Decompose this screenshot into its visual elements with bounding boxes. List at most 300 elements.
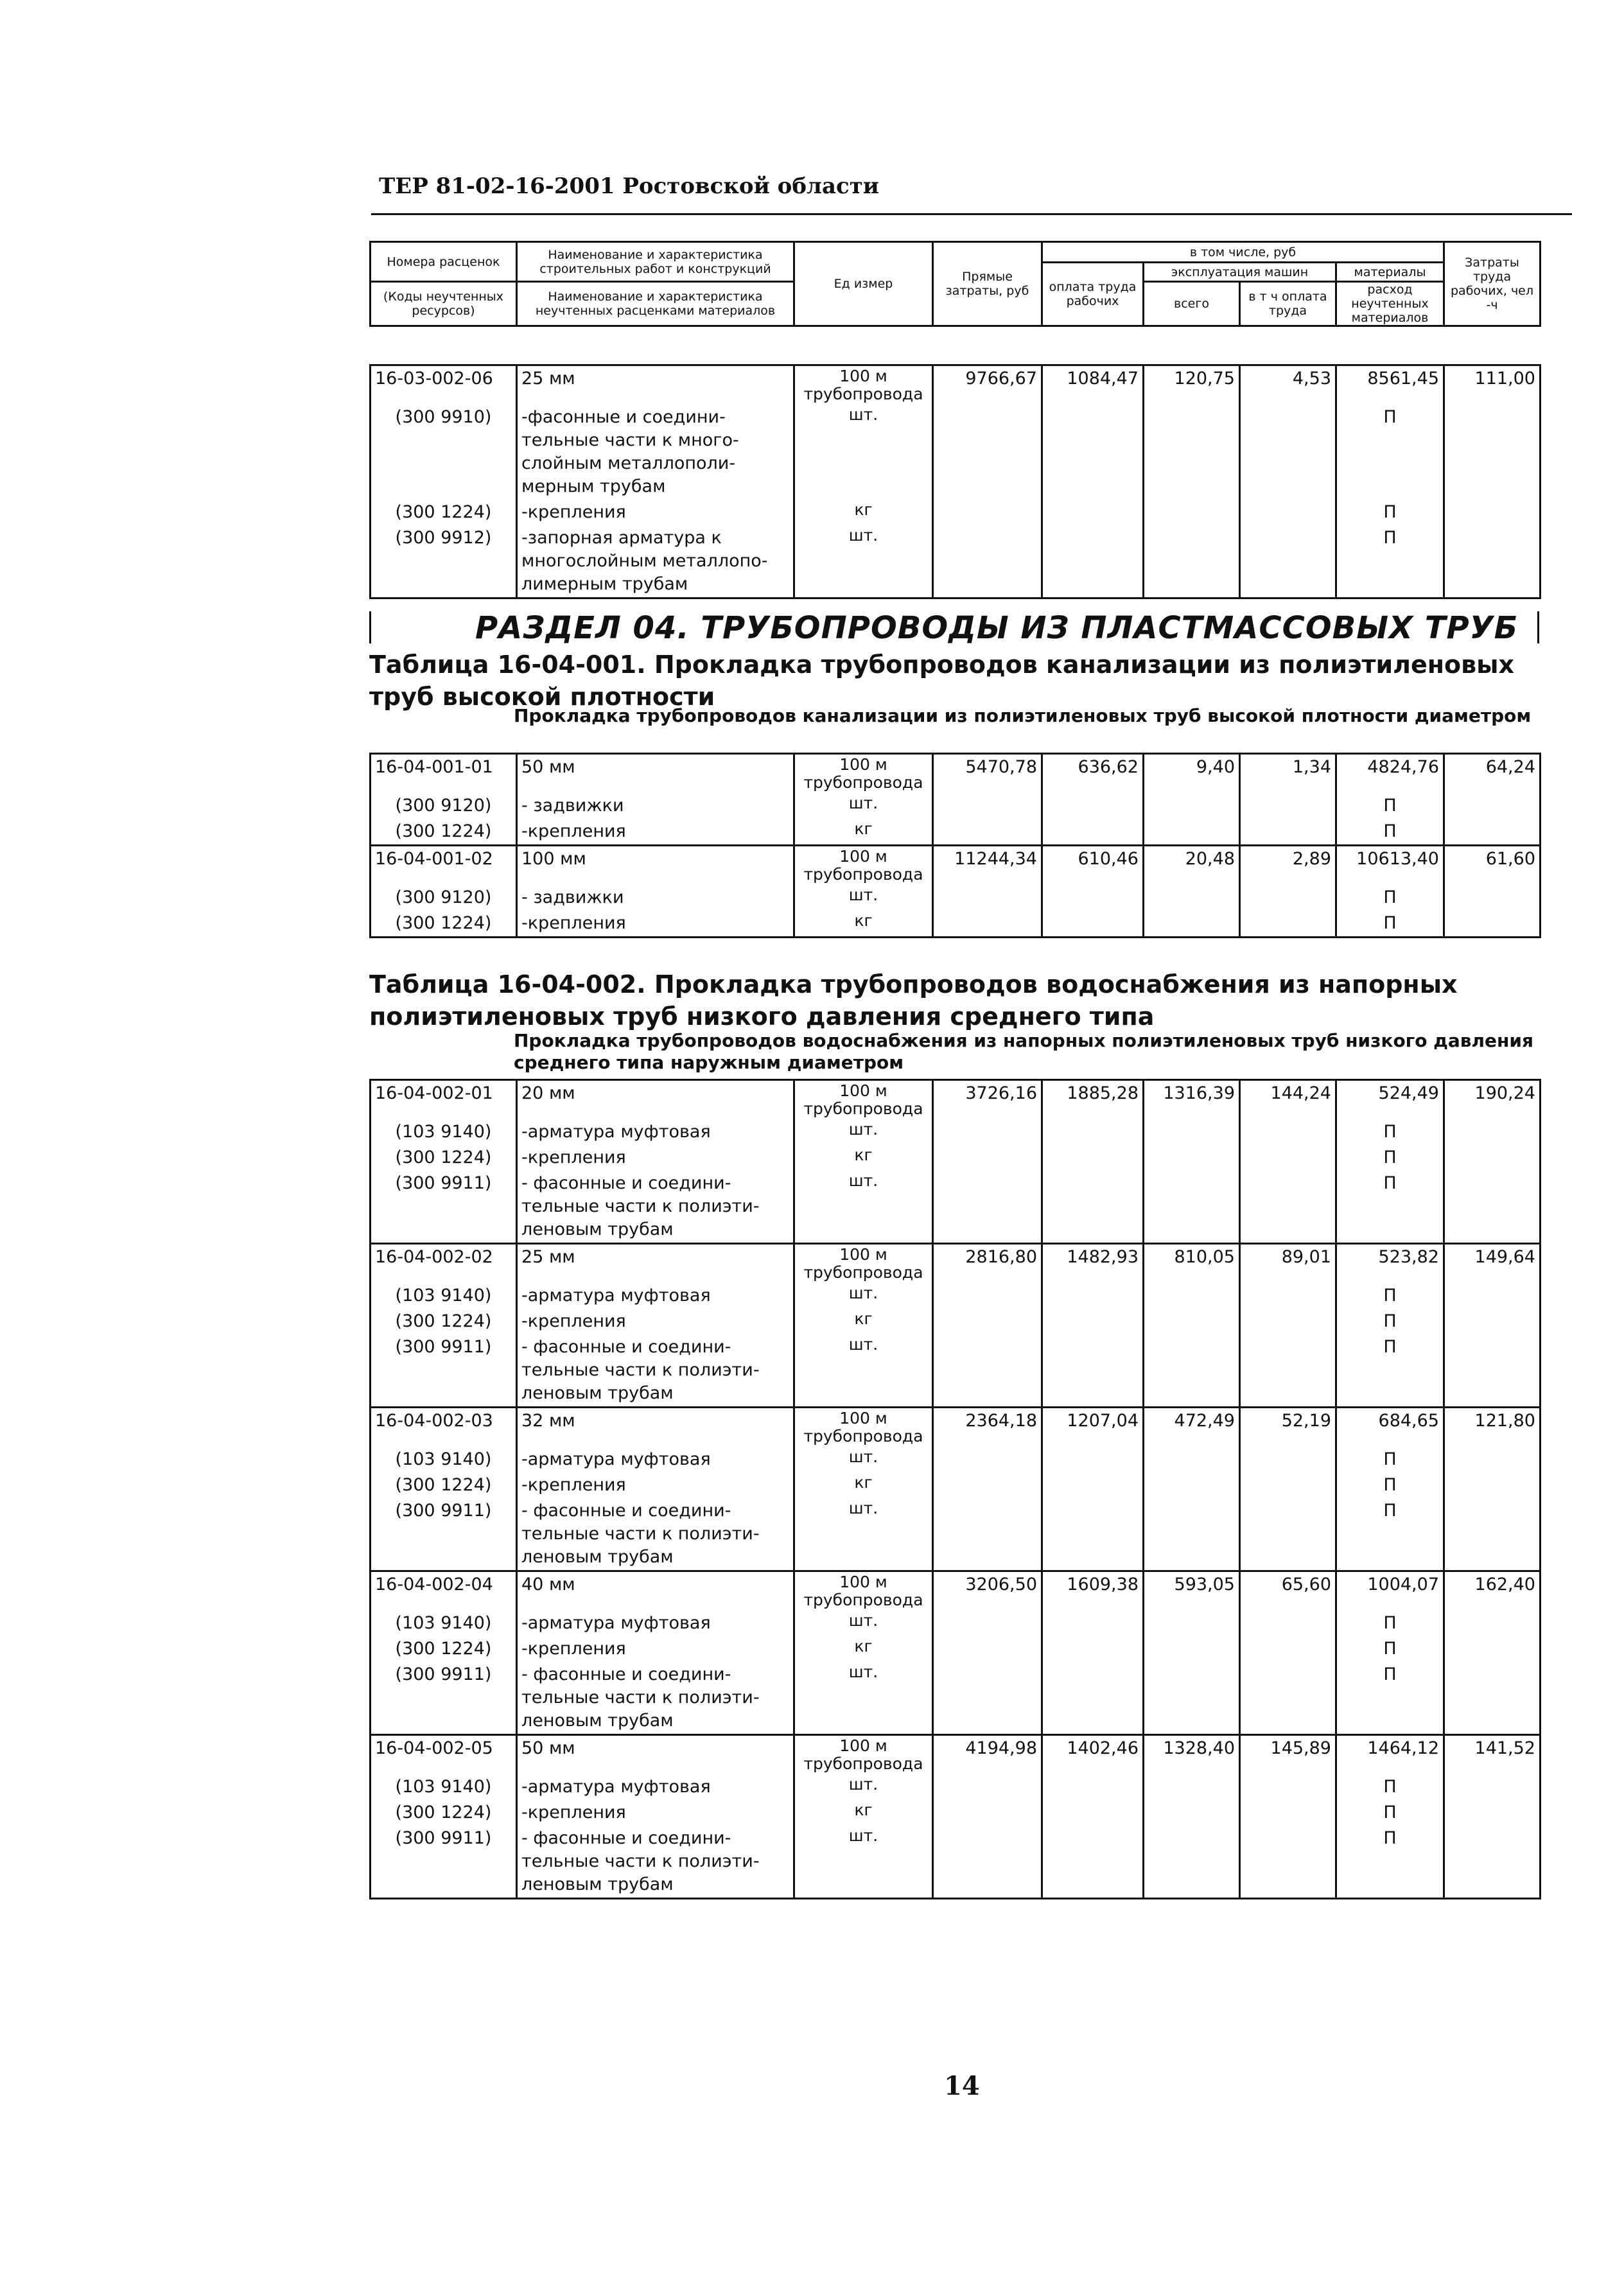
unit: кг — [854, 1146, 873, 1164]
machines-wages — [1240, 1472, 1336, 1498]
resource-code: (300 9911) — [371, 1498, 517, 1571]
machines-total — [1144, 1636, 1240, 1662]
materials: П — [1336, 1119, 1444, 1145]
labor-costs — [1444, 1145, 1541, 1171]
unit: шт. — [848, 1775, 878, 1794]
col-code-res: (Коды неучтенных ресурсов) — [371, 282, 517, 326]
labor-costs — [1444, 500, 1541, 525]
resource-row — [371, 1334, 1541, 1408]
machines-total: 20,48 — [1144, 846, 1240, 886]
labor-costs: 111,00 — [1444, 365, 1541, 405]
unit-cell — [794, 500, 933, 525]
machines-wages — [1240, 1636, 1336, 1662]
wages: 610,46 — [1042, 846, 1144, 886]
machines-total — [1144, 885, 1240, 911]
unit-cell — [794, 1408, 933, 1447]
unit-cell — [794, 1309, 933, 1334]
wages: 1482,93 — [1042, 1244, 1144, 1284]
resource-code: (300 1224) — [371, 1309, 517, 1334]
unit: шт. — [848, 1663, 878, 1681]
direct-costs — [933, 1826, 1042, 1899]
wages — [1042, 500, 1144, 525]
materials: П — [1336, 1800, 1444, 1826]
unit-cell — [794, 405, 933, 500]
unit-cell — [794, 1826, 933, 1899]
unit-cell — [794, 911, 933, 938]
direct-costs: 3206,50 — [933, 1571, 1042, 1611]
resource-code: (103 9140) — [371, 1283, 517, 1309]
rate-row — [371, 365, 1541, 405]
machines-wages — [1240, 911, 1336, 938]
resource-row — [371, 405, 1541, 500]
resource-name: - фасонные и соедини- тельные части к полиэти- леновым трубам — [517, 1171, 794, 1244]
unit: 100 м — [839, 755, 887, 774]
resource-name: -арматура муфтовая — [517, 1119, 794, 1145]
direct-costs — [933, 885, 1042, 911]
materials: П — [1336, 1447, 1444, 1472]
direct-costs — [933, 1283, 1042, 1309]
resource-code: (300 9910) — [371, 405, 517, 500]
machines-total: 472,49 — [1144, 1408, 1240, 1447]
resource-row — [371, 1826, 1541, 1899]
materials: П — [1336, 500, 1444, 525]
resource-row — [371, 1283, 1541, 1309]
materials: П — [1336, 819, 1444, 846]
machines-total: 1316,39 — [1144, 1080, 1240, 1120]
rate-code: 16-03-002-06 — [371, 365, 517, 405]
wages — [1042, 911, 1144, 938]
materials: П — [1336, 911, 1444, 938]
labor-costs: 64,24 — [1444, 754, 1541, 794]
machines-wages — [1240, 793, 1336, 819]
resource-row — [371, 1498, 1541, 1571]
wages — [1042, 1636, 1144, 1662]
machines-total — [1144, 1171, 1240, 1244]
resource-name: -арматура муфтовая — [517, 1283, 794, 1309]
machines-wages — [1240, 500, 1336, 525]
resource-row — [371, 819, 1541, 846]
machines-total — [1144, 1774, 1240, 1800]
materials: П — [1336, 1171, 1444, 1244]
wages: 1207,04 — [1042, 1408, 1144, 1447]
rate-row — [371, 1571, 1541, 1611]
machines-wages — [1240, 525, 1336, 598]
col-materials-res: расход неучтенных материалов — [1336, 282, 1444, 326]
machines-total — [1144, 500, 1240, 525]
unit: 100 м — [839, 1245, 887, 1264]
wages — [1042, 793, 1144, 819]
labor-costs — [1444, 1472, 1541, 1498]
labor-costs: 121,80 — [1444, 1408, 1541, 1447]
unit: шт. — [848, 886, 878, 904]
machines-wages: 52,19 — [1240, 1408, 1336, 1447]
page-header: ТЕР 81-02-16-2001 Ростовской области — [379, 173, 880, 199]
table1-subtitle: Прокладка трубопроводов канализации из полиэтиленовых труб высокой плотности диаметром — [514, 705, 1532, 726]
labor-costs — [1444, 911, 1541, 938]
unit-cell — [794, 365, 933, 405]
unit: шт. — [848, 1120, 878, 1139]
resource-code: (103 9140) — [371, 1611, 517, 1636]
wages — [1042, 1309, 1144, 1334]
labor-costs — [1444, 1309, 1541, 1334]
machines-wages — [1240, 1611, 1336, 1636]
wages — [1042, 1662, 1144, 1735]
machines-total: 810,05 — [1144, 1244, 1240, 1284]
machines-total — [1144, 1447, 1240, 1472]
machines-total: 9,40 — [1144, 754, 1240, 794]
direct-costs — [933, 1611, 1042, 1636]
materials: П — [1336, 1611, 1444, 1636]
wages: 1402,46 — [1042, 1735, 1144, 1775]
wages: 1885,28 — [1042, 1080, 1144, 1120]
materials: 523,82 — [1336, 1244, 1444, 1284]
machines-wages: 65,60 — [1240, 1571, 1336, 1611]
unit: шт. — [848, 794, 878, 812]
unit: кг — [854, 500, 873, 519]
materials: П — [1336, 1145, 1444, 1171]
machines-total: 593,05 — [1144, 1571, 1240, 1611]
wages: 1609,38 — [1042, 1571, 1144, 1611]
rate-name: 40 мм — [517, 1571, 794, 1611]
direct-costs: 3726,16 — [933, 1080, 1042, 1120]
materials: 1464,12 — [1336, 1735, 1444, 1775]
direct-costs — [933, 1119, 1042, 1145]
labor-costs — [1444, 1334, 1541, 1408]
wages — [1042, 885, 1144, 911]
unit: шт. — [848, 1284, 878, 1302]
unit-cell — [794, 1735, 933, 1775]
unit-cell — [794, 525, 933, 598]
resource-name: - фасонные и соедини- тельные части к полиэти- леновым трубам — [517, 1334, 794, 1408]
direct-costs: 11244,34 — [933, 846, 1042, 886]
materials: П — [1336, 1826, 1444, 1899]
wages: 636,62 — [1042, 754, 1144, 794]
unit-qualifier: трубопровода — [803, 1427, 923, 1445]
direct-costs — [933, 1662, 1042, 1735]
machines-wages — [1240, 1309, 1336, 1334]
resource-code: (300 1224) — [371, 819, 517, 846]
unit: шт. — [848, 1335, 878, 1354]
resource-code: (103 9140) — [371, 1774, 517, 1800]
machines-wages — [1240, 1662, 1336, 1735]
rate-code: 16-04-001-01 — [371, 754, 517, 794]
unit: шт. — [848, 1499, 878, 1517]
resource-row — [371, 1309, 1541, 1334]
materials: П — [1336, 405, 1444, 500]
machines-wages — [1240, 1171, 1336, 1244]
section-title: РАЗДЕЛ 04. ТРУБОПРОВОДЫ ИЗ ПЛАСТМАССОВЫХ ТРУБ — [475, 610, 1519, 646]
machines-total — [1144, 1472, 1240, 1498]
wages — [1042, 525, 1144, 598]
machines-total — [1144, 819, 1240, 846]
machines-total — [1144, 793, 1240, 819]
resource-name: -крепления — [517, 819, 794, 846]
resource-row — [371, 1472, 1541, 1498]
resource-name: -фасонные и соедини- тельные части к много- слойным металлополи- мерным трубам — [517, 405, 794, 500]
resource-row — [371, 1662, 1541, 1735]
unit-cell — [794, 1611, 933, 1636]
labor-costs — [1444, 819, 1541, 846]
direct-costs — [933, 1447, 1042, 1472]
labor-costs — [1444, 1171, 1541, 1244]
machines-total — [1144, 1662, 1240, 1735]
unit-qualifier: трубопровода — [803, 773, 923, 792]
direct-costs — [933, 793, 1042, 819]
resource-name: -крепления — [517, 911, 794, 938]
rate-name: 20 мм — [517, 1080, 794, 1120]
labor-costs: 61,60 — [1444, 846, 1541, 886]
wages — [1042, 1472, 1144, 1498]
labor-costs: 162,40 — [1444, 1571, 1541, 1611]
resource-name: -крепления — [517, 1636, 794, 1662]
resource-row — [371, 1119, 1541, 1145]
header-rule — [371, 213, 1572, 215]
materials: 1004,07 — [1336, 1571, 1444, 1611]
direct-costs — [933, 819, 1042, 846]
table2-title: Таблица 16-04-002. Прокладка трубопроводов водоснабжения из напорных полиэтиленовых труб низкого давления среднего типа — [369, 970, 1458, 1031]
labor-costs — [1444, 1800, 1541, 1826]
unit-qualifier: трубопровода — [803, 1099, 923, 1118]
resource-name: -крепления — [517, 1472, 794, 1498]
labor-costs — [1444, 1498, 1541, 1571]
materials: П — [1336, 1774, 1444, 1800]
resource-code: (300 9912) — [371, 525, 517, 598]
direct-costs — [933, 525, 1042, 598]
labor-costs — [1444, 793, 1541, 819]
machines-wages: 89,01 — [1240, 1244, 1336, 1284]
materials: П — [1336, 1636, 1444, 1662]
resource-name: -арматура муфтовая — [517, 1774, 794, 1800]
wages — [1042, 1145, 1144, 1171]
col-machines-total: всего — [1144, 282, 1240, 326]
direct-costs — [933, 911, 1042, 938]
unit-qualifier: трубопровода — [803, 865, 923, 884]
materials: 524,49 — [1336, 1080, 1444, 1120]
unit: кг — [854, 819, 873, 838]
machines-total — [1144, 1498, 1240, 1571]
machines-total — [1144, 1334, 1240, 1408]
wages — [1042, 819, 1144, 846]
machines-total — [1144, 1145, 1240, 1171]
direct-costs — [933, 1334, 1042, 1408]
resource-code: (300 1224) — [371, 1145, 517, 1171]
machines-wages — [1240, 1498, 1336, 1571]
unit-cell — [794, 1774, 933, 1800]
unit: шт. — [848, 1447, 878, 1466]
col-direct: Прямые затраты, руб — [933, 242, 1042, 326]
wages — [1042, 1498, 1144, 1571]
unit: шт. — [848, 405, 878, 424]
rate-name: 32 мм — [517, 1408, 794, 1447]
resource-code: (300 9120) — [371, 793, 517, 819]
resource-name: - фасонные и соедини- тельные части к полиэти- леновым трубам — [517, 1662, 794, 1735]
wages — [1042, 405, 1144, 500]
col-wages: оплата труда рабочих — [1042, 263, 1144, 326]
wages — [1042, 1800, 1144, 1826]
machines-wages — [1240, 885, 1336, 911]
rate-row — [371, 1735, 1541, 1775]
rate-name: 50 мм — [517, 1735, 794, 1775]
rates-table-16-04-001 — [369, 753, 1541, 938]
direct-costs — [933, 405, 1042, 500]
machines-total: 1328,40 — [1144, 1735, 1240, 1775]
wages — [1042, 1826, 1144, 1899]
unit: кг — [854, 1473, 873, 1492]
col-including: в том числе, руб — [1042, 242, 1444, 263]
direct-costs: 2816,80 — [933, 1244, 1042, 1284]
unit: 100 м — [839, 1409, 887, 1427]
machines-wages — [1240, 1774, 1336, 1800]
resource-name: - фасонные и соедини- тельные части к полиэти- леновым трубам — [517, 1826, 794, 1899]
page-number: 14 — [944, 2071, 980, 2101]
col-labor: Затраты труда рабочих, чел -ч — [1444, 242, 1541, 326]
machines-wages — [1240, 1800, 1336, 1826]
direct-costs — [933, 1145, 1042, 1171]
labor-costs — [1444, 405, 1541, 500]
wages: 1084,47 — [1042, 365, 1144, 405]
machines-wages — [1240, 405, 1336, 500]
table1-title: Таблица 16-04-001. Прокладка трубопроводов канализации из полиэтиленовых труб высокой плотности — [369, 650, 1515, 711]
col-name-res: Наименование и характеристика неучтенных расценками материалов — [517, 282, 794, 326]
resource-code: (103 9140) — [371, 1447, 517, 1472]
materials: П — [1336, 525, 1444, 598]
unit: 100 м — [839, 1081, 887, 1100]
resource-row — [371, 885, 1541, 911]
unit-cell — [794, 1080, 933, 1120]
wages — [1042, 1611, 1144, 1636]
rate-code: 16-04-002-02 — [371, 1244, 517, 1284]
machines-wages: 144,24 — [1240, 1080, 1336, 1120]
unit-cell — [794, 1171, 933, 1244]
unit: шт. — [848, 526, 878, 545]
resource-code: (300 9911) — [371, 1171, 517, 1244]
unit-cell — [794, 1662, 933, 1735]
resource-code: (300 9911) — [371, 1662, 517, 1735]
materials: П — [1336, 1472, 1444, 1498]
machines-total — [1144, 911, 1240, 938]
wages — [1042, 1334, 1144, 1408]
labor-costs: 190,24 — [1444, 1080, 1541, 1120]
machines-wages — [1240, 1447, 1336, 1472]
col-machines: эксплуатация машин — [1144, 263, 1336, 282]
machines-total — [1144, 1283, 1240, 1309]
col-unit: Ед измер — [794, 242, 933, 326]
resource-code: (300 1224) — [371, 1472, 517, 1498]
labor-costs — [1444, 1447, 1541, 1472]
labor-costs — [1444, 525, 1541, 598]
unit-qualifier: трубопровода — [803, 1754, 923, 1773]
unit: 100 м — [839, 1573, 887, 1591]
materials: 4824,76 — [1336, 754, 1444, 794]
resource-name: -запорная арматура к многослойным металлопо- лимерным трубам — [517, 525, 794, 598]
resource-row — [371, 911, 1541, 938]
machines-total — [1144, 1826, 1240, 1899]
rates-table-block1 — [369, 364, 1541, 599]
machines-wages — [1240, 1119, 1336, 1145]
materials: П — [1336, 793, 1444, 819]
machines-total — [1144, 405, 1240, 500]
direct-costs — [933, 1309, 1042, 1334]
unit: 100 м — [839, 367, 887, 385]
wages — [1042, 1447, 1144, 1472]
col-name: Наименование и характеристика строительных работ и конструкций — [517, 242, 794, 282]
resource-row — [371, 1800, 1541, 1826]
direct-costs — [933, 500, 1042, 525]
resource-code: (300 9911) — [371, 1334, 517, 1408]
machines-total — [1144, 1611, 1240, 1636]
unit: 100 м — [839, 847, 887, 866]
labor-costs — [1444, 1636, 1541, 1662]
direct-costs: 9766,67 — [933, 365, 1042, 405]
resource-code: (103 9140) — [371, 1119, 517, 1145]
materials: 684,65 — [1336, 1408, 1444, 1447]
resource-name: -крепления — [517, 1145, 794, 1171]
unit-cell — [794, 1283, 933, 1309]
labor-costs: 149,64 — [1444, 1244, 1541, 1284]
resource-row — [371, 1636, 1541, 1662]
direct-costs — [933, 1774, 1042, 1800]
machines-wages: 1,34 — [1240, 754, 1336, 794]
unit: 100 м — [839, 1736, 887, 1755]
direct-costs — [933, 1472, 1042, 1498]
unit-cell — [794, 1571, 933, 1611]
unit-cell — [794, 1334, 933, 1408]
machines-wages: 4,53 — [1240, 365, 1336, 405]
resource-name: - фасонные и соедини- тельные части к полиэти- леновым трубам — [517, 1498, 794, 1571]
rate-name: 25 мм — [517, 1244, 794, 1284]
unit-cell — [794, 1472, 933, 1498]
unit-cell — [794, 1636, 933, 1662]
resource-code: (300 9911) — [371, 1826, 517, 1899]
resource-code: (300 1224) — [371, 1636, 517, 1662]
direct-costs — [933, 1498, 1042, 1571]
unit-cell — [794, 754, 933, 794]
rate-row — [371, 754, 1541, 794]
rate-name: 50 мм — [517, 754, 794, 794]
resource-row — [371, 1611, 1541, 1636]
labor-costs — [1444, 1283, 1541, 1309]
rates-table-16-04-002 — [369, 1079, 1541, 1899]
resource-code: (300 9120) — [371, 885, 517, 911]
unit-cell — [794, 1119, 933, 1145]
machines-total — [1144, 1309, 1240, 1334]
resource-name: -крепления — [517, 1309, 794, 1334]
unit-qualifier: трубопровода — [803, 1591, 923, 1609]
labor-costs — [1444, 885, 1541, 911]
rate-code: 16-04-001-02 — [371, 846, 517, 886]
machines-wages — [1240, 1145, 1336, 1171]
resource-code: (300 1224) — [371, 1800, 517, 1826]
unit-qualifier: трубопровода — [803, 1263, 923, 1282]
labor-costs — [1444, 1611, 1541, 1636]
resource-row — [371, 1145, 1541, 1171]
machines-total — [1144, 1119, 1240, 1145]
resource-row — [371, 1774, 1541, 1800]
unit-cell — [794, 1447, 933, 1472]
col-machines-wages: в т ч оплата труда — [1240, 282, 1336, 326]
machines-wages — [1240, 1826, 1336, 1899]
labor-costs — [1444, 1662, 1541, 1735]
labor-costs — [1444, 1119, 1541, 1145]
resource-name: - задвижки — [517, 793, 794, 819]
resource-row — [371, 500, 1541, 525]
resource-name: -арматура муфтовая — [517, 1611, 794, 1636]
rate-row — [371, 846, 1541, 886]
col-code: Номера расценок — [371, 242, 517, 282]
rate-code: 16-04-002-01 — [371, 1080, 517, 1120]
unit-cell — [794, 793, 933, 819]
resource-code: (300 1224) — [371, 500, 517, 525]
